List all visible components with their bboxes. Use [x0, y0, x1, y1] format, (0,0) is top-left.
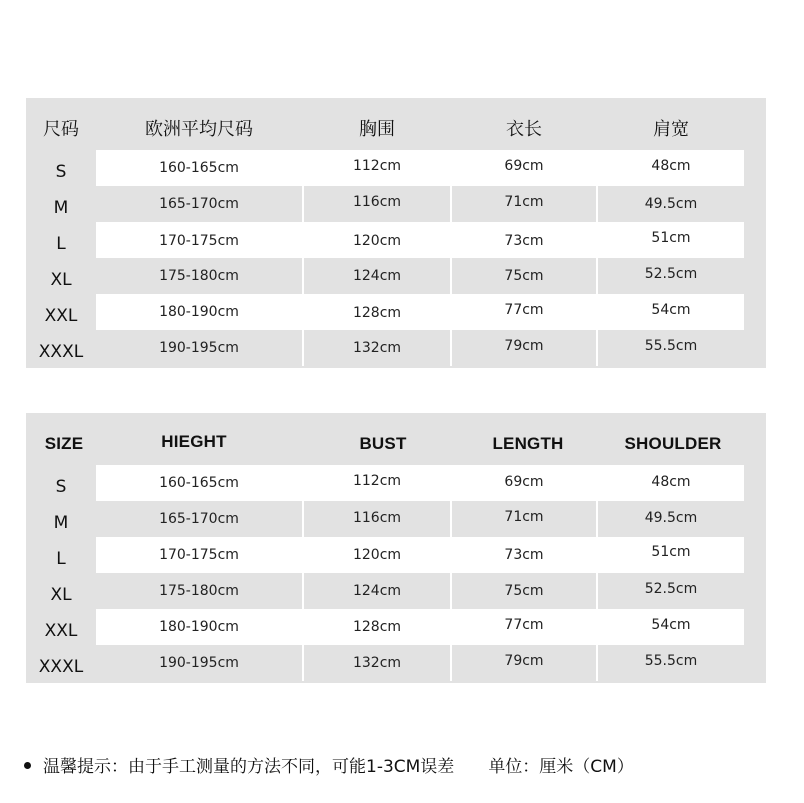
- height-value: 165-170cm: [159, 511, 239, 527]
- size-label: L: [56, 234, 66, 254]
- size-label: XXL: [44, 621, 78, 641]
- length-value: 79cm: [504, 653, 544, 669]
- header-length: 衣长: [506, 119, 542, 140]
- shoulder-value: 48cm: [651, 474, 691, 490]
- bust-value: 112cm: [352, 473, 402, 489]
- height-value: 170-175cm: [159, 547, 239, 563]
- height-value: 165-170cm: [159, 196, 239, 212]
- column-divider: [302, 465, 304, 681]
- bullet-icon: [24, 762, 31, 769]
- length-value: 69cm: [504, 474, 544, 490]
- height-value: 175-180cm: [159, 268, 239, 284]
- cn-size-table: [26, 98, 766, 368]
- bust-value: 120cm: [352, 233, 402, 249]
- length-value: 71cm: [504, 509, 544, 525]
- bust-value: 128cm: [352, 305, 402, 321]
- height-value: 170-175cm: [159, 233, 239, 249]
- size-label: M: [53, 198, 69, 218]
- column-divider: [450, 465, 452, 681]
- bust-value: 128cm: [352, 619, 402, 635]
- length-value: 79cm: [504, 338, 544, 354]
- column-divider: [596, 150, 598, 366]
- size-label: XL: [50, 585, 72, 605]
- measurement-note: [24, 752, 634, 777]
- height-value: 180-190cm: [159, 619, 239, 635]
- shoulder-value: 54cm: [651, 302, 691, 318]
- length-value: 73cm: [504, 547, 544, 563]
- shoulder-value: 52.5cm: [644, 266, 698, 282]
- height-value: 160-165cm: [159, 160, 239, 176]
- note-text: 温馨提示：由于手工测量的方法不同，可能1-3CM误差: [43, 757, 455, 777]
- bust-value: 112cm: [352, 158, 402, 174]
- height-value: 175-180cm: [159, 583, 239, 599]
- shoulder-value: 48cm: [651, 158, 691, 174]
- length-value: 77cm: [504, 617, 544, 633]
- shoulder-value: 49.5cm: [644, 510, 698, 526]
- unit-text: 单位：厘米（CM）: [488, 757, 634, 777]
- length-value: 75cm: [504, 268, 544, 284]
- header-height: 欧洲平均尺码: [145, 119, 253, 140]
- shoulder-value: 54cm: [651, 617, 691, 633]
- bust-value: 124cm: [352, 583, 402, 599]
- shoulder-value: 49.5cm: [644, 196, 698, 212]
- length-value: 73cm: [504, 233, 544, 249]
- column-divider: [450, 150, 452, 366]
- bust-value: 116cm: [352, 510, 402, 526]
- size-label: S: [55, 162, 67, 182]
- header-size: SIZE: [44, 434, 84, 453]
- header-height: HIEGHT: [161, 432, 227, 451]
- bust-value: 132cm: [352, 340, 402, 356]
- size-label: XXL: [44, 306, 78, 326]
- length-value: 71cm: [504, 194, 544, 210]
- bust-value: 116cm: [352, 194, 402, 210]
- header-length: LENGTH: [492, 434, 564, 453]
- length-value: 75cm: [504, 583, 544, 599]
- header-shoulder: 肩宽: [653, 119, 689, 140]
- header-size: 尺码: [43, 119, 79, 140]
- bust-value: 120cm: [352, 547, 402, 563]
- shoulder-value: 55.5cm: [644, 338, 698, 354]
- shoulder-value: 51cm: [651, 544, 691, 560]
- size-label: S: [55, 477, 67, 497]
- length-value: 77cm: [504, 302, 544, 318]
- size-label: XXXL: [38, 657, 84, 677]
- shoulder-value: 51cm: [651, 230, 691, 246]
- en-size-table: [26, 413, 766, 683]
- shoulder-value: 55.5cm: [644, 653, 698, 669]
- size-label: L: [56, 549, 66, 569]
- height-value: 180-190cm: [159, 304, 239, 320]
- header-bust: 胸围: [359, 119, 395, 140]
- size-label: XL: [50, 270, 72, 290]
- header-bust: BUST: [359, 434, 407, 453]
- length-value: 69cm: [504, 158, 544, 174]
- column-divider: [596, 465, 598, 681]
- size-label: M: [53, 513, 69, 533]
- header-shoulder: SHOULDER: [624, 434, 722, 453]
- size-label: XXXL: [38, 342, 84, 362]
- height-value: 190-195cm: [159, 655, 239, 671]
- height-value: 160-165cm: [159, 475, 239, 491]
- bust-value: 124cm: [352, 268, 402, 284]
- height-value: 190-195cm: [159, 340, 239, 356]
- shoulder-value: 52.5cm: [644, 581, 698, 597]
- bust-value: 132cm: [352, 655, 402, 671]
- column-divider: [302, 150, 304, 366]
